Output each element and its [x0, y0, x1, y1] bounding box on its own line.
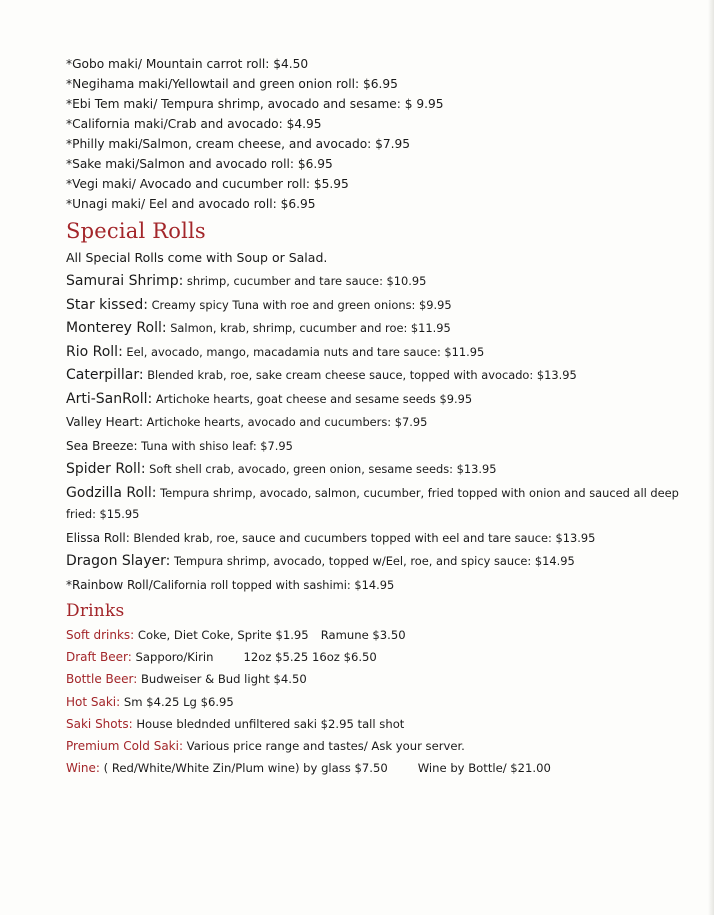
maki-name: *California maki/: [66, 117, 168, 131]
drink-desc: Coke, Diet Coke, Sprite $1.95: [134, 628, 309, 642]
drink-item: [66, 668, 706, 690]
maki-item: [66, 54, 706, 74]
drink-name: Premium Cold Saki:: [66, 738, 183, 753]
maki-desc: Yellowtail and green onion roll: $6.95: [172, 77, 398, 91]
drink-name: Soft drinks:: [66, 628, 135, 642]
maki-item: [66, 154, 706, 174]
maki-name: *Negihama maki/: [66, 77, 173, 91]
drink-extra: Wine by Bottle/ $21.00: [417, 761, 551, 776]
maki-item: [66, 94, 706, 114]
roll-desc: Tempura shrimp, avocado, salmon, cucumber, fried topped with onion and sauced all deep fried: $15.95: [66, 485, 679, 521]
roll-name: Godzilla Roll:: [66, 484, 157, 501]
maki-name: *Sake maki/: [66, 157, 140, 171]
drinks-heading: Drinks: [66, 601, 125, 621]
special-roll-item: [66, 482, 706, 527]
maki-name: *Ebi Tem maki/: [66, 97, 158, 111]
drink-extra: 12oz $5.25 16oz $6.50: [243, 650, 377, 665]
maki-item: [66, 74, 706, 94]
drink-extra: Ramune $3.50: [320, 628, 406, 642]
roll-desc: Blended krab, roe, sauce and cucumbers topped with eel and tare sauce: $13.95: [129, 530, 596, 545]
roll-desc: Artichoke hearts, goat cheese and sesame seeds $9.95: [152, 391, 473, 406]
special-roll-item: [66, 270, 706, 294]
special-roll-item: [66, 574, 706, 598]
drink-item: [66, 691, 706, 713]
maki-name: *Vegi maki/: [66, 177, 136, 191]
maki-desc: Avocado and cucumber roll: $5.95: [135, 177, 349, 191]
roll-desc: Blended krab, roe, sake cream cheese sauce, topped with avocado: $13.95: [143, 368, 577, 382]
maki-name: *Gobo maki/: [66, 57, 142, 71]
roll-name: Dragon Slayer:: [66, 553, 171, 569]
special-roll-item: [66, 411, 706, 435]
roll-desc: Salmon, krab, shrimp, cucumber and roe: $11.95: [166, 321, 451, 335]
drink-name: Saki Shots:: [66, 716, 133, 731]
maki-name: *Philly maki/: [66, 137, 143, 151]
roll-name: Arti-SanRoll:: [66, 390, 153, 407]
drink-name: Draft Beer:: [66, 650, 132, 665]
special-roll-item: [66, 550, 706, 574]
drink-name: Wine:: [66, 761, 100, 776]
roll-desc: Creamy spicy Tuna with roe and green onions: $9.95: [147, 297, 452, 312]
drink-item: [66, 757, 706, 779]
special-roll-item: [66, 388, 706, 412]
special-roll-item: [66, 294, 706, 318]
maki-item: [66, 194, 706, 214]
special-roll-item: [66, 458, 706, 482]
drink-item: [66, 713, 706, 735]
special-roll-item: [66, 527, 706, 551]
special-roll-item: [66, 341, 706, 365]
drink-desc: ( Red/White/White Zin/Plum wine) by glass $7.50: [99, 761, 388, 776]
drink-item: [66, 624, 706, 646]
roll-name: Spider Roll:: [66, 461, 146, 477]
special-rolls-heading: Special Rolls: [66, 219, 206, 243]
drink-name: Bottle Beer:: [66, 672, 138, 687]
roll-desc: Eel, avocado, mango, macadamia nuts and tare sauce: $11.95: [122, 344, 485, 359]
roll-name: Monterey Roll:: [66, 320, 167, 336]
special-roll-item: [66, 364, 706, 388]
roll-desc: Soft shell crab, avocado, green onion, sesame seeds: $13.95: [145, 462, 497, 476]
drink-desc: Sm $4.25 Lg $6.95: [120, 694, 234, 709]
maki-desc: Eel and avocado roll: $6.95: [145, 197, 316, 211]
special-roll-item: [66, 435, 706, 459]
maki-desc: Tempura shrimp, avocado and sesame: $ 9.95: [157, 97, 444, 111]
roll-desc: California roll topped with sashimi: $14.95: [152, 577, 395, 592]
maki-desc: Salmon and avocado roll: $6.95: [139, 157, 333, 171]
special-roll-item: [66, 317, 706, 341]
maki-item: [66, 114, 706, 134]
drink-name: Hot Saki:: [66, 694, 121, 709]
maki-item: [66, 174, 706, 194]
roll-name: Elissa Roll:: [66, 530, 130, 545]
maki-item: [66, 134, 706, 154]
maki-desc: Mountain carrot roll: $4.50: [141, 57, 309, 71]
roll-name: Sea Breeze:: [66, 438, 138, 453]
drink-desc: Sapporo/Kirin: [131, 650, 214, 665]
drink-desc: Budweiser & Bud light $4.50: [137, 672, 307, 687]
roll-desc: Tempura shrimp, avocado, topped w/Eel, roe, and spicy sauce: $14.95: [170, 554, 575, 568]
maki-desc: Crab and avocado: $4.95: [167, 117, 322, 131]
roll-name: Valley Heart:: [66, 415, 144, 429]
roll-desc: Artichoke hearts, avocado and cucumbers: $7.95: [143, 415, 428, 429]
drink-desc: House blednded unfiltered saki $2.95 tall shot: [132, 716, 405, 731]
roll-name: Star kissed:: [66, 296, 148, 313]
drink-item: [66, 735, 706, 757]
page-edge-shadow: [708, 0, 714, 915]
maki-desc: Salmon, cream cheese, and avocado: $7.95: [142, 137, 411, 151]
roll-name: Caterpillar:: [66, 367, 144, 383]
drink-item: [66, 646, 706, 668]
maki-name: *Unagi maki/: [66, 197, 146, 211]
menu-list: [66, 54, 706, 779]
special-rolls-note: All Special Rolls come with Soup or Salad.: [66, 250, 328, 265]
roll-name: Rio Roll:: [66, 343, 123, 360]
roll-desc: shrimp, cucumber and tare sauce: $10.95: [183, 274, 427, 288]
roll-desc: Tuna with shiso leaf: $7.95: [137, 438, 293, 453]
roll-name: *Rainbow Roll/: [66, 577, 153, 592]
roll-name: Samurai Shrimp:: [66, 273, 184, 289]
drink-desc: Various price range and tastes/ Ask your server.: [183, 738, 465, 753]
